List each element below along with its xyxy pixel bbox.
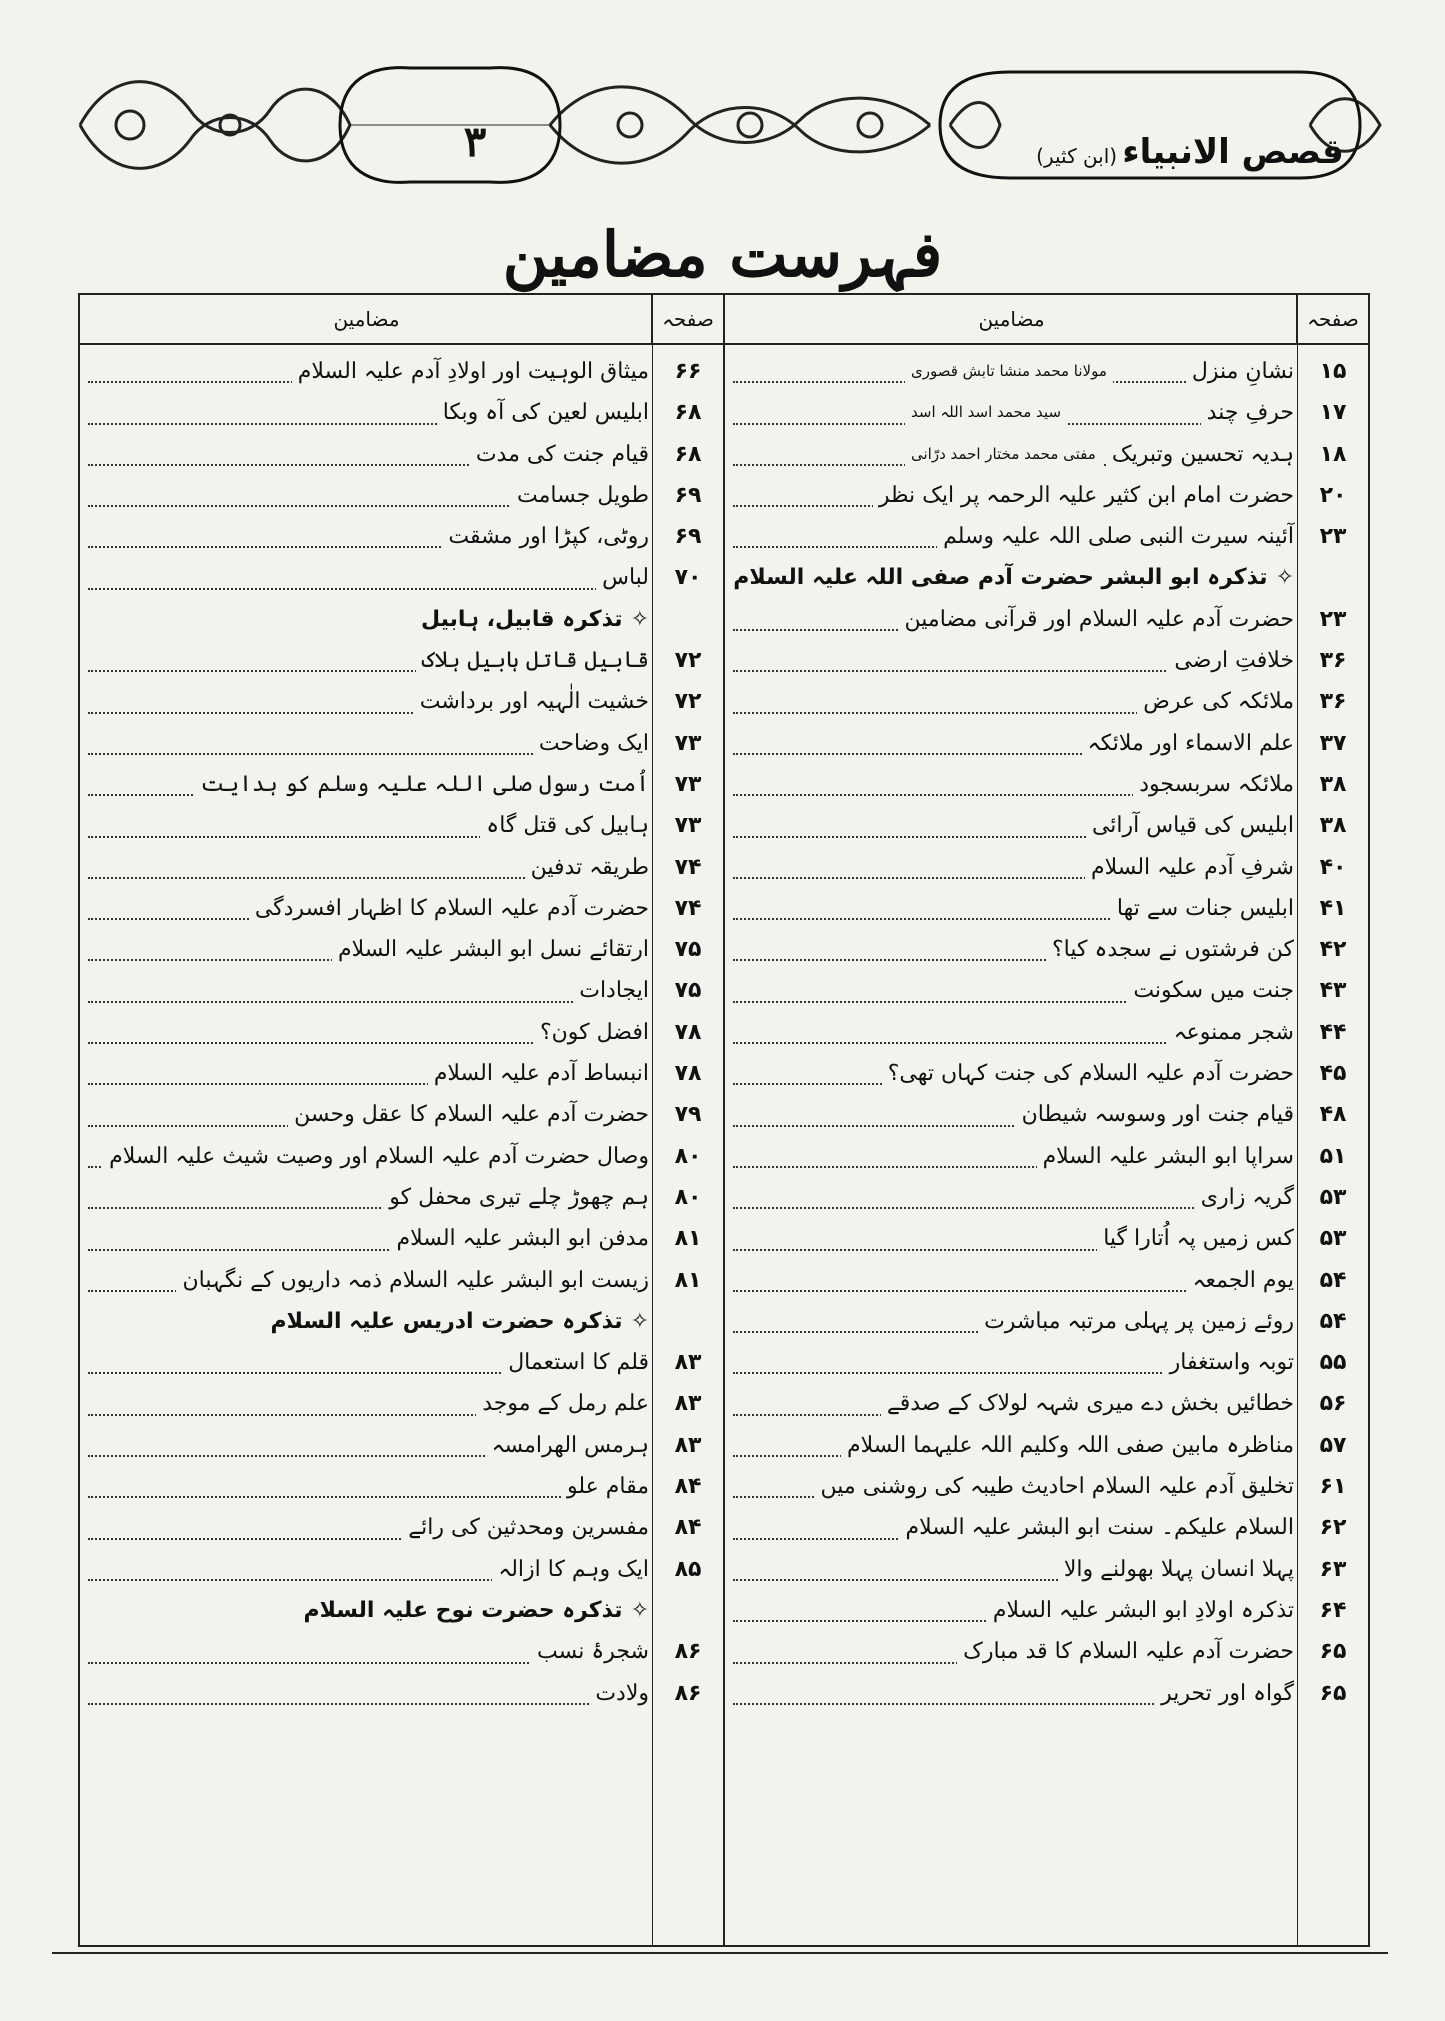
toc-entry [80, 1631, 723, 1672]
toc-topic-text: حرفِ چند [1206, 400, 1294, 426]
toc-topic-text: خطائیں بخش دے میری شہہ لولاک کے صدقے [886, 1391, 1294, 1417]
toc-entry [80, 1507, 723, 1548]
toc-topic-text: تذکرہ ابو البشر حضرت آدم صفی اللہ علیہ السلام [733, 565, 1268, 591]
toc-entry [725, 723, 1368, 764]
toc-topic-text: کن فرشتوں نے سجدہ کیا؟ [1051, 937, 1294, 963]
column-header-left [80, 295, 723, 345]
toc-entry [725, 475, 1368, 516]
topics-header-label: مضامین [978, 307, 1045, 331]
toc-page-number: ۷۰ [674, 565, 702, 591]
toc-entry [80, 1012, 723, 1053]
toc-topic [841, 1425, 1294, 1466]
page-number: ۳ [463, 117, 487, 166]
toc-topic [727, 557, 1294, 598]
toc-topic-text: ابلیس کی قیاس آرائی [1091, 813, 1294, 839]
toc-topic-text: شرفِ آدم علیہ السلام [1090, 854, 1294, 880]
toc-entry [725, 1177, 1368, 1218]
book-title-sub: (ابن کثیر) [1036, 144, 1118, 168]
toc-topic-text: انبساط آدم علیہ السلام [433, 1061, 649, 1087]
toc-topic [1046, 929, 1294, 970]
toc-entry [725, 1549, 1368, 1590]
toc-topic [416, 640, 649, 681]
toc-page-number [653, 1590, 723, 1631]
toc-topic [1097, 1218, 1294, 1259]
toc-topic [1195, 1177, 1294, 1218]
toc-entry [80, 1094, 723, 1135]
toc-topic [502, 1342, 649, 1383]
toc-entry [80, 1218, 723, 1259]
toc-topic-text: یوم الجمعہ [1192, 1267, 1294, 1293]
toc-topic-text: مفسرین ومحدثین کی رائے [408, 1515, 649, 1541]
toc-topic [1127, 970, 1294, 1011]
toc-topic [1016, 1094, 1294, 1135]
toc-topic-text: ملائکہ کی عرض [1143, 689, 1294, 715]
toc-topic-text: اُمت رسول صلی اللہ علیہ وسلم کو ہدایت [200, 771, 649, 797]
column-header-right [725, 295, 1368, 345]
toc-rows-right [725, 351, 1368, 1714]
toc-topic [573, 970, 649, 1011]
toc-page-number: ۱۷ [1319, 400, 1347, 426]
toc-topic [486, 1425, 649, 1466]
toc-topic [176, 1260, 649, 1301]
toc-page-number: ۳۸ [1319, 813, 1347, 839]
toc-topic [415, 599, 649, 640]
toc-page-number: ۷۸ [674, 1019, 702, 1045]
toc-entry [725, 1136, 1368, 1177]
toc-topic-text: حضرت آدم علیہ السلام کا قد مبارک [963, 1639, 1294, 1665]
toc-topic-text: قابیل قاتل ہابیل ہلاک [421, 648, 649, 674]
toc-entry [725, 1383, 1368, 1424]
toc-page-number: ۶۵ [1319, 1639, 1347, 1665]
toc-section-heading [80, 1590, 723, 1631]
toc-page-number: ۸۶ [674, 1680, 702, 1706]
toc-page-number: ۳۸ [1319, 771, 1347, 797]
toc-page-number: ۸۴ [674, 1474, 702, 1500]
toc-page-number: ۷۴ [674, 895, 702, 921]
toc-topic [414, 681, 649, 722]
toc-page-number: ۸۱ [674, 1226, 702, 1252]
toc-topic [332, 929, 649, 970]
toc-topic-text: خلافتِ ارضی [1174, 648, 1294, 674]
toc-topic-text: ولادت [595, 1680, 649, 1706]
toc-topic-text: طریقہ تدفین [530, 854, 649, 880]
toc-entry [725, 516, 1368, 557]
toc-topic-text: حضرت آدم علیہ السلام کی جنت کہاں تھی؟ [887, 1061, 1294, 1087]
toc-page-number: ۸۶ [674, 1639, 702, 1665]
toc-entry [80, 475, 723, 516]
toc-page-number: ۸۰ [674, 1184, 702, 1210]
toc-topic [987, 1590, 1294, 1631]
toc-topic [1164, 1342, 1294, 1383]
toc-author: سید محمد اسد اللہ اسد [905, 392, 1067, 433]
toc-topic [428, 1053, 649, 1094]
toc-topic-text: کس زمیں پہ اُتارا گیا [1103, 1226, 1294, 1252]
dot-leader [88, 588, 645, 590]
star-ornament-icon: ✧ [630, 1597, 649, 1623]
toc-page-number: ۳۶ [1319, 689, 1347, 715]
toc-page-number: ۲۰ [1319, 482, 1347, 508]
toc-page-number: ۷۲ [674, 689, 702, 715]
toc-entry [80, 516, 723, 557]
toc-page-number: ۵۳ [1319, 1184, 1347, 1210]
toc-entry [725, 1053, 1368, 1094]
toc-topic-text: ارتقائے نسل ابو البشر علیہ السلام [337, 937, 649, 963]
toc-topic-text: خشیت الٰہیہ اور برداشت [419, 689, 649, 715]
toc-topic [390, 1218, 649, 1259]
toc-page-number: ۵۴ [1319, 1267, 1347, 1293]
toc-topic-text: مقام علو [566, 1474, 649, 1500]
toc-topic-text: لباس [602, 565, 649, 591]
toc-topic [402, 1507, 649, 1548]
toc-topic [103, 1136, 649, 1177]
toc-topic-text: تذکرہ اولادِ ابو البشر علیہ السلام [992, 1597, 1294, 1623]
toc-topic [957, 1631, 1294, 1672]
toc-topic-text: آئینہ سیرت النبی صلی اللہ علیہ وسلم [943, 524, 1294, 550]
toc-page-number: ۵۵ [1319, 1350, 1347, 1376]
bottom-rule [52, 1952, 1388, 1954]
page-header-label: صفحہ [1296, 295, 1368, 343]
toc-page-number: ۷۲ [674, 648, 702, 674]
toc-topic-text: ہابیل کی قتل گاہ [486, 813, 649, 839]
dot-leader [88, 1001, 645, 1003]
toc-entry [725, 1342, 1368, 1383]
toc-topic [511, 475, 649, 516]
toc-entry [80, 847, 723, 888]
toc-topic-text: حضرت آدم علیہ السلام کا اظہار افسردگی [254, 895, 649, 921]
toc-entry [80, 640, 723, 681]
toc-topic-text: قیام جنت اور وسوسہ شیطان [1021, 1102, 1294, 1128]
toc-page-number: ۶۸ [674, 441, 702, 467]
toc-topic-text: السلام علیکم۔ سنت ابو البشر علیہ السلام [905, 1515, 1294, 1541]
toc-topic [470, 434, 649, 475]
toc-topic-text: ایجادات [579, 978, 649, 1004]
toc-page-number: ۴۰ [1319, 854, 1347, 880]
toc-entry [725, 1425, 1368, 1466]
toc-page-number: ۶۵ [1319, 1680, 1347, 1706]
toc-page-number: ۷۸ [674, 1061, 702, 1087]
toc-entry [80, 557, 723, 598]
toc-topic-text: جنت میں سکونت [1133, 978, 1294, 1004]
toc-entry [725, 1673, 1368, 1714]
toc-entry [725, 392, 1368, 433]
topics-header-label: مضامین [333, 307, 400, 331]
toc-topic [589, 1673, 649, 1714]
toc-page-number: ۱۸ [1319, 441, 1347, 467]
toc-entry [725, 1218, 1368, 1259]
toc-topic-text: شجرۂ نسب [536, 1639, 649, 1665]
toc-topic [1037, 1136, 1294, 1177]
toc-page-number: ۲۳ [1319, 524, 1347, 550]
toc-topic [882, 1053, 1294, 1094]
toc-page-number: ۴۴ [1319, 1019, 1347, 1045]
toc-topic-text: مدفن ابو البشر علیہ السلام [396, 1226, 649, 1252]
toc-topic [383, 1177, 649, 1218]
toc-page-number: ۷۹ [674, 1102, 702, 1128]
toc-page-number: ۲۳ [1319, 606, 1347, 632]
toc-topic-text: ایک وہم کا ازالہ [498, 1556, 649, 1582]
toc-topic-text: سراپا ابو البشر علیہ السلام [1042, 1143, 1294, 1169]
toc-page-number: ۸۳ [674, 1432, 702, 1458]
toc-topic-text: مناظرہ مابین صفی اللہ وکلیم اللہ علیہما السلام [847, 1432, 1294, 1458]
toc-entry [725, 970, 1368, 1011]
toc-entry [725, 640, 1368, 681]
toc-entry [80, 929, 723, 970]
toc-topic-text: ہرمس الھرامسہ [491, 1432, 649, 1458]
toc-topic [525, 847, 649, 888]
toc-topic [1111, 888, 1294, 929]
star-ornament-icon: ✧ [1275, 565, 1294, 591]
toc-topic [596, 557, 649, 598]
toc-topic-text: وصال حضرت آدم علیہ السلام اور وصیت شیث علیہ السلام [109, 1143, 649, 1169]
toc-topic-text: علم الاسماء اور ملائکہ [1087, 730, 1294, 756]
toc-entry [80, 1383, 723, 1424]
toc-page-number: ۶۴ [1319, 1597, 1347, 1623]
toc-topic-text: ہم چھوڑ چلے تیری محفل کو [389, 1184, 649, 1210]
toc-topic [288, 1094, 649, 1135]
toc-entry [80, 888, 723, 929]
toc-topic [297, 1590, 649, 1631]
toc-topic-text: تخلیق آدم علیہ السلام احادیث طیبہ کی روشنی میں [820, 1474, 1294, 1500]
toc-entry [80, 1053, 723, 1094]
toc-entry [80, 1177, 723, 1218]
book-title-main: قصص الانبیاء [1122, 132, 1344, 172]
page-header [70, 50, 1390, 200]
toc-entry [725, 764, 1368, 805]
toc-entry [725, 1260, 1368, 1301]
toc-page-number: ۵۱ [1319, 1143, 1347, 1169]
toc-topic-text: نشانِ منزل [1191, 359, 1294, 384]
toc-topic-text: روئے زمین پر پہلی مرتبہ مباشرت [984, 1308, 1294, 1334]
page-header-label: صفحہ [651, 295, 723, 343]
toc-page-number [1298, 557, 1368, 598]
toc-page-number: ۶۹ [674, 524, 702, 550]
toc-entry [80, 392, 723, 433]
toc-topic-text: قلم کا استعمال [508, 1350, 649, 1376]
toc-entry [725, 681, 1368, 722]
toc-topic [1086, 805, 1294, 846]
toc-topic [873, 475, 1294, 516]
toc-entry [725, 1094, 1368, 1135]
toc-topic [265, 1301, 650, 1342]
toc-topic [534, 1012, 649, 1053]
toc-entry [80, 764, 723, 805]
toc-entry [80, 1466, 723, 1507]
toc-section-heading [725, 557, 1368, 598]
toc-topic-text: تذکرہ حضرت نوح علیہ السلام [303, 1597, 623, 1623]
toc-entry [80, 681, 723, 722]
toc-entry [725, 599, 1368, 640]
toc-topic-text: ایک وضاحت [538, 730, 649, 756]
toc-entry [80, 1136, 723, 1177]
toc-page-number: ۴۵ [1319, 1061, 1347, 1087]
toc-entry [725, 847, 1368, 888]
toc-topic-text: ابلیس لعین کی آہ وبکا [442, 400, 649, 426]
toc-page-number: ۶۸ [674, 400, 702, 426]
toc-page-number: ۶۳ [1319, 1556, 1347, 1582]
toc-page-number: ۴۸ [1319, 1102, 1347, 1128]
toc-entry [80, 434, 723, 475]
toc-topic-text: میثاق الوہیت اور اولادِ آدم علیہ السلام [297, 359, 649, 384]
toc-entry [725, 1466, 1368, 1507]
toc-page-number: ۵۷ [1319, 1432, 1347, 1458]
toc-topic-text: حضرت آدم علیہ السلام اور قرآنی مضامین [904, 606, 1294, 632]
toc-page-number: ۶۲ [1319, 1515, 1347, 1541]
toc-topic [937, 516, 1294, 557]
toc-entry [725, 929, 1368, 970]
toc-page-number: ۵۴ [1319, 1308, 1347, 1334]
toc-topic [561, 1466, 649, 1507]
toc-page-number: ۳۶ [1319, 648, 1347, 674]
toc-page-number: ۳۷ [1319, 730, 1347, 756]
toc-page-number: ۷۵ [674, 978, 702, 1004]
toc-entry [80, 970, 723, 1011]
toc-topic [1058, 1549, 1294, 1590]
toc-topic [1187, 1260, 1294, 1301]
toc-topic [476, 1383, 649, 1424]
star-ornament-icon: ✧ [630, 1308, 649, 1334]
toc-entry [80, 1260, 723, 1301]
toc-entry [725, 1012, 1368, 1053]
toc-entry [725, 1507, 1368, 1548]
toc-topic [815, 1466, 1294, 1507]
toc-topic [492, 1549, 649, 1590]
toc-entry [80, 1549, 723, 1590]
toc-entry [725, 1590, 1368, 1631]
toc-topic [881, 1383, 1294, 1424]
toc-entry [725, 434, 1368, 475]
toc-topic-text: طویل جسامت [517, 482, 649, 508]
toc-page-number: ۶۶ [674, 359, 702, 384]
toc-topic-text: پہلا انسان پہلا بھولنے والا [1063, 1556, 1294, 1582]
toc-topic [1186, 351, 1294, 392]
toc-page-number: ۷۳ [674, 730, 702, 756]
toc-entry [80, 1425, 723, 1466]
toc-topic-text: گواہ اور تحریر [1161, 1680, 1294, 1706]
toc-entry [725, 351, 1368, 392]
toc-page-number: ۷۳ [674, 813, 702, 839]
toc-entry [80, 1342, 723, 1383]
toc-entry [725, 888, 1368, 929]
toc-topic [1168, 1012, 1294, 1053]
toc-page-number: ۵۳ [1319, 1226, 1347, 1252]
toc-page-number [653, 1301, 723, 1342]
toc-topic [1168, 640, 1294, 681]
toc-topic [1106, 434, 1294, 475]
toc-page-number: ۷۳ [674, 771, 702, 797]
toc-entry [725, 805, 1368, 846]
toc-topic [533, 723, 649, 764]
toc-page-number: ۴۱ [1319, 895, 1347, 921]
toc-topic [1137, 681, 1294, 722]
toc-author: مفتی محمد مختار احمد درّانی [905, 434, 1102, 475]
toc-page-number [653, 599, 723, 640]
toc-topic [249, 888, 649, 929]
toc-page-number: ۵۶ [1319, 1391, 1347, 1417]
toc-page-number: ۱۵ [1319, 359, 1347, 384]
toc-topic [194, 764, 649, 805]
toc-topic-text: حضرت آدم علیہ السلام کا عقل وحسن [294, 1102, 649, 1128]
page-title: فہرست مضامین [502, 218, 943, 291]
toc-page-number: ۸۰ [674, 1143, 702, 1169]
table-of-contents [78, 293, 1370, 1947]
toc-page-number: ۴۲ [1319, 937, 1347, 963]
toc-topic [1133, 764, 1294, 805]
toc-topic-text: افضل کون؟ [539, 1019, 649, 1045]
toc-topic [1201, 392, 1294, 433]
toc-entry [725, 1631, 1368, 1672]
toc-page-number: ۸۵ [674, 1556, 702, 1582]
toc-page-number: ۸۳ [674, 1391, 702, 1417]
toc-page-number: ۶۱ [1319, 1474, 1347, 1500]
toc-entry [725, 1301, 1368, 1342]
dot-leader [88, 1703, 645, 1705]
toc-topic-text: گریہ زاری [1200, 1184, 1294, 1210]
toc-topic [978, 1301, 1294, 1342]
toc-topic-text: تذکرہ قابیل، ہابیل [420, 606, 623, 632]
toc-entry [80, 805, 723, 846]
toc-column-left [80, 295, 723, 1945]
toc-topic [899, 599, 1294, 640]
toc-topic-text: علم رمل کے موجد [482, 1391, 649, 1417]
toc-topic-text: توبہ واستغفار [1169, 1350, 1294, 1376]
toc-topic-text: شجر ممنوعہ [1173, 1019, 1294, 1045]
toc-topic [480, 805, 649, 846]
toc-page-number: ۸۱ [674, 1267, 702, 1293]
toc-topic [442, 516, 649, 557]
toc-topic [899, 1507, 1294, 1548]
toc-page-number: ۷۵ [674, 937, 702, 963]
toc-topic [1155, 1673, 1294, 1714]
toc-section-heading [80, 599, 723, 640]
toc-page-number: ۴۳ [1319, 978, 1347, 1004]
toc-topic-text: روٹی، کپڑا اور مشقت [448, 524, 649, 550]
toc-topic-text: قیام جنت کی مدت [475, 441, 649, 467]
toc-column-right [723, 295, 1368, 1945]
toc-topic-text: ابلیس جنات سے تھا [1116, 895, 1294, 921]
toc-author: مولانا محمد منشا تابش قصوری [905, 351, 1113, 392]
toc-page-number: ۶۹ [674, 482, 702, 508]
toc-topic-text: حضرت امام ابن کثیر علیہ الرحمہ پر ایک نظر [878, 482, 1294, 508]
toc-topic-text: ہدیہ تحسین وتبریک [1111, 441, 1294, 467]
toc-topic-text: زیست ابو البشر علیہ السلام ذمہ داریوں کے نگہبان [182, 1267, 649, 1293]
toc-rows-left [80, 351, 723, 1714]
toc-topic [437, 392, 649, 433]
toc-page-number: ۸۳ [674, 1350, 702, 1376]
toc-section-heading [80, 1301, 723, 1342]
toc-topic-text: تذکرہ حضرت ادریس علیہ السلام [270, 1308, 623, 1334]
toc-topic [1085, 847, 1294, 888]
toc-page-number: ۸۴ [674, 1515, 702, 1541]
toc-entry [80, 723, 723, 764]
toc-topic-text: ملائکہ سربسجود [1139, 771, 1294, 797]
book-title [1010, 122, 1370, 182]
toc-topic [292, 351, 649, 392]
star-ornament-icon: ✧ [630, 606, 649, 632]
toc-entry [80, 351, 723, 392]
toc-topic [531, 1631, 649, 1672]
toc-page-number: ۷۴ [674, 854, 702, 880]
toc-entry [80, 1673, 723, 1714]
toc-topic [1082, 723, 1294, 764]
